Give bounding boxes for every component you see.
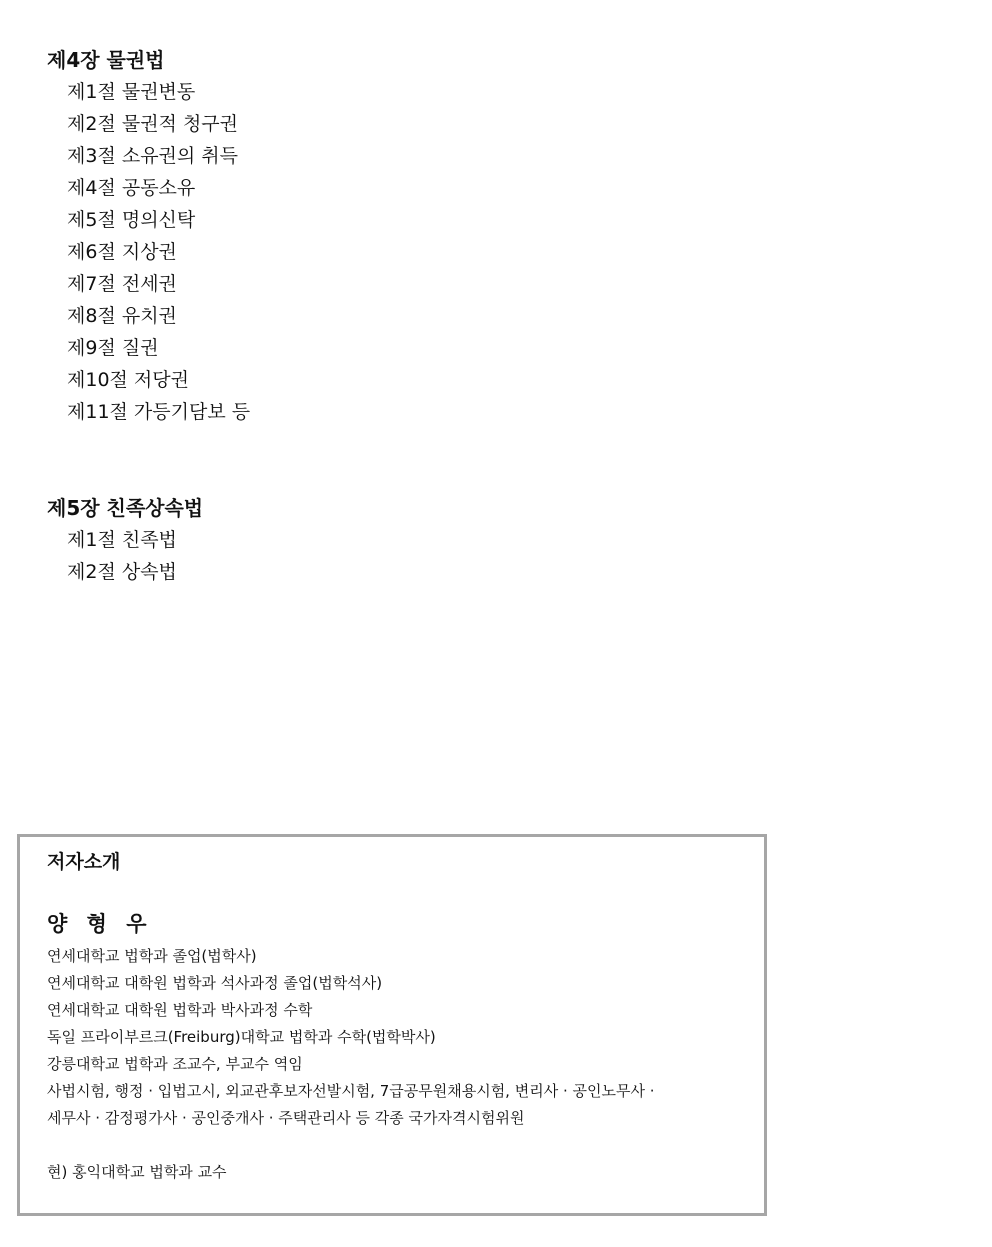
bio-item: 연세대학교 대학원 법학과 박사과정 수학 <box>47 1001 313 1019</box>
section-item: 제6절 지상권 <box>67 241 177 263</box>
section-item: 제1절 친족법 <box>67 529 177 551</box>
bio-item: 연세대학교 대학원 법학과 석사과정 졸업(법학석사) <box>47 974 383 992</box>
bio-item: 세무사 · 감정평가사 · 공인중개사 · 주택관리사 등 각종 국가자격시험위원 <box>47 1109 525 1127</box>
section-item: 제2절 물권적 청구권 <box>67 113 238 135</box>
section-item: 제9절 질권 <box>67 337 159 359</box>
bio-item: 독일 프라이부르크(Freiburg)대학교 법학과 수학(법학박사) <box>47 1028 436 1046</box>
section-list <box>47 76 250 428</box>
section-item: 제1절 물권변동 <box>67 81 196 103</box>
author-bio-list <box>47 943 744 1132</box>
section-item: 제5절 명의신탁 <box>67 209 196 231</box>
author-introduction-box <box>17 834 767 1216</box>
section-item: 제2절 상속법 <box>67 561 177 583</box>
author-current-position: 현) 홍익대학교 법학과 교수 <box>47 1163 227 1181</box>
bio-item: 강릉대학교 법학과 조교수, 부교수 역임 <box>47 1055 303 1073</box>
section-item: 제8절 유치권 <box>67 305 177 327</box>
author-heading: 저자소개 <box>47 851 121 873</box>
chapter-5 <box>47 492 203 588</box>
bio-item: 연세대학교 법학과 졸업(법학사) <box>47 947 257 965</box>
section-item: 제3절 소유권의 취득 <box>67 145 238 167</box>
chapter-4 <box>47 44 250 428</box>
chapter-title: 제5장 친족상속법 <box>47 496 204 520</box>
section-item: 제7절 전세권 <box>67 273 177 295</box>
section-item: 제10절 저당권 <box>67 369 189 391</box>
bio-item: 사법시험, 행정 · 입법고시, 외교관후보자선발시험, 7급공무원채용시험, 변리사 · 공인노무사 · <box>47 1082 655 1100</box>
section-item: 제11절 가등기담보 등 <box>67 401 251 423</box>
author-name: 양 형 우 <box>47 912 153 936</box>
section-item: 제4절 공동소유 <box>67 177 196 199</box>
chapter-title: 제4장 물권법 <box>47 48 165 72</box>
section-list <box>47 524 203 588</box>
